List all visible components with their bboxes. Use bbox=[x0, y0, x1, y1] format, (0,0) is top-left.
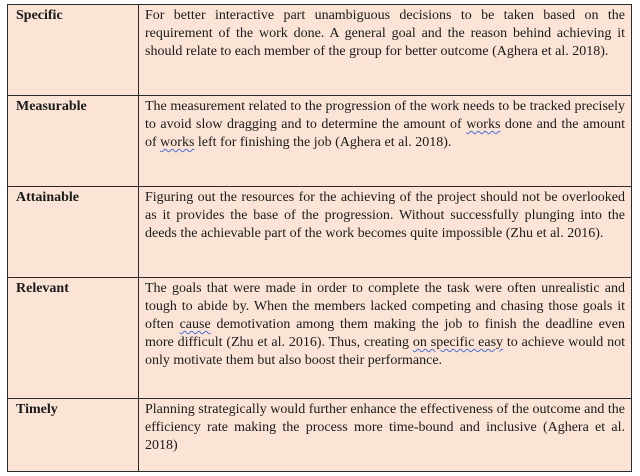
spellcheck-flagged-word: works bbox=[466, 117, 501, 132]
description-attainable: Figuring out the resources for the achieving of the project should not be overlooked as it provides the base of the progression. Without successfully plunging into the deeds the achievable part of the work becomes quite impossible (Zhu et al. 2016). bbox=[139, 187, 632, 278]
description-relevant bbox=[139, 278, 632, 399]
term-specific: Specific bbox=[8, 5, 139, 96]
table-row bbox=[8, 96, 632, 187]
table-row bbox=[8, 5, 632, 96]
description-text: left for finishing the job (Aghera et al. 2018). bbox=[194, 135, 452, 150]
description-text: demotivation among them making the job to finish the deadline even more difficult (Zhu et al. 2016). Thus, creating bbox=[145, 317, 625, 350]
term-attainable: Attainable bbox=[8, 187, 139, 278]
term-relevant: Relevant bbox=[8, 278, 139, 399]
description-specific: For better interactive part unambiguous decisions to be taken based on the requirement of the work done. A general goal and the reason behind achieving it should relate to each member of the group for better outcome (Aghera et al. 2018). bbox=[139, 5, 632, 96]
term-timely: Timely bbox=[8, 399, 139, 472]
table-row bbox=[8, 278, 632, 399]
spellcheck-flagged-word: cause bbox=[179, 317, 211, 332]
description-text: done and the amount of bbox=[145, 117, 625, 150]
description-text: to achieve would not only motivate them but also boost their performance. bbox=[145, 335, 625, 368]
description-text: The goals that were made in order to complete the task were often unrealistic and tough to abide by. When the members lacked competing and chasing those goals it often bbox=[145, 281, 625, 332]
table-row bbox=[8, 399, 632, 472]
smart-goals-table bbox=[7, 4, 632, 472]
description-measurable bbox=[139, 96, 632, 187]
term-measurable: Measurable bbox=[8, 96, 139, 187]
spellcheck-flagged-word: works bbox=[160, 135, 195, 150]
description-timely: Planning strategically would further enhance the effectiveness of the outcome and the efficiency rate making the process more time-bound and inclusive (Aghera et al. 2018) bbox=[139, 399, 632, 472]
table-row bbox=[8, 187, 632, 278]
description-text: The measurement related to the progression of the work needs to be tracked precisely to avoid slow dragging and to determine the amount of bbox=[145, 99, 625, 132]
spellcheck-flagged-phrase: on specific easy bbox=[412, 335, 504, 350]
